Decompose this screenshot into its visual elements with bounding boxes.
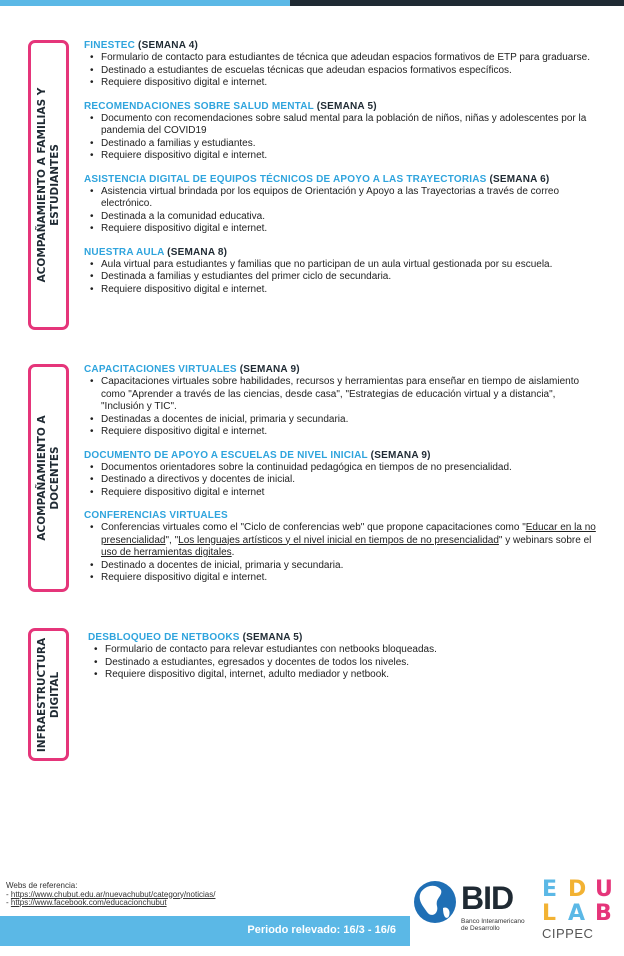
bullet-item: • Aula virtual para estudiantes y familias que no participan de un aula virtual gestionada por su escuela. bbox=[84, 259, 600, 272]
bullet-item: • Destinadas a docentes de inicial, primaria y secundaria. bbox=[84, 414, 600, 427]
link-educar[interactable]: Educar en la no presencialidad bbox=[101, 522, 596, 546]
section-label-line: ACOMPAÑAMIENTO A FAMILIAS Y bbox=[35, 87, 48, 283]
references: Webs de referencia: - https://www.chubut.edu.ar/nuevachubut/category/noticias/ - https://www.facebook.com/educacionchubut bbox=[6, 881, 216, 907]
bullet-item: • Requiere dispositivo digital e internet. bbox=[84, 284, 600, 297]
section-label-families bbox=[28, 40, 69, 330]
program-week: (SEMANA 9) bbox=[239, 364, 300, 375]
link-herramientas[interactable]: uso de herramientas digitales bbox=[101, 547, 232, 558]
bullet-item: • Destinado a estudiantes de escuelas técnicas que adeudan espacios formativos específicos. bbox=[84, 65, 600, 78]
program-item bbox=[84, 510, 600, 585]
top-color-bar bbox=[0, 0, 624, 6]
program-item bbox=[84, 247, 600, 297]
program-title: RECOMENDACIONES SOBRE SALUD MENTAL bbox=[84, 100, 314, 112]
edulab-letter: B bbox=[595, 901, 612, 926]
bullet-item: • Requiere dispositivo digital e internet. bbox=[84, 572, 600, 585]
program-title: ASISTENCIA DIGITAL DE EQUIPOS TÉCNICOS DE APOYO A LAS TRAYECTORIAS bbox=[84, 173, 487, 185]
program-title: CONFERENCIAS VIRTUALES bbox=[84, 510, 228, 521]
bullet-item: • Documento con recomendaciones sobre salud mental para la población de niños, niñas y adolescentes por la pandemia del COVID19 bbox=[84, 113, 600, 138]
section-label-line: INFRAESTRUCTURA bbox=[35, 637, 48, 752]
program-title: CAPACITACIONES VIRTUALES bbox=[84, 364, 237, 375]
top-bar-dark-segment bbox=[290, 0, 624, 6]
footer-period-bar bbox=[0, 916, 410, 946]
section-content-teachers bbox=[84, 364, 600, 596]
edulab-letter: D bbox=[568, 877, 587, 902]
edulab-letter: A bbox=[568, 901, 586, 926]
period-text: Periodo relevado: 16/3 - 16/6 bbox=[247, 924, 396, 936]
top-bar-blue-segment bbox=[0, 0, 290, 6]
section-label-line: DOCENTES bbox=[48, 446, 61, 510]
program-item bbox=[84, 450, 600, 500]
section-label-teachers bbox=[28, 364, 69, 592]
section-label-line: ACOMPAÑAMIENTO A bbox=[35, 415, 48, 541]
program-title: NUESTRA AULA bbox=[84, 246, 165, 258]
edulab-letter: U bbox=[595, 877, 613, 902]
bullet-item: • Destinado a directivos y docentes de inicial. bbox=[84, 474, 600, 487]
link-lenguajes[interactable]: Los lenguajes artísticos y el nivel inicial en tiempos de no presencialidad bbox=[178, 534, 499, 546]
bullet-item: • Asistencia virtual brindada por los equipos de Orientación y Apoyo a las Trayectorias a través de correo electrónico. bbox=[84, 186, 600, 211]
section-label-line: DIGITAL bbox=[48, 671, 61, 718]
reference-link[interactable]: https://www.facebook.com/educacionchubut bbox=[10, 898, 167, 907]
edulab-letter: E bbox=[542, 877, 558, 902]
bullet-item: • Destinado a docentes de inicial, primaria y secundaria. bbox=[84, 560, 600, 573]
program-title: DESBLOQUEO DE NETBOOKS bbox=[88, 632, 240, 643]
bullet-item: • Requiere dispositivo digital e internet. bbox=[84, 150, 600, 163]
cippec-logo-text: CIPPEC bbox=[542, 926, 594, 941]
references-heading: Webs de referencia: bbox=[6, 881, 78, 890]
bullet-item: • Requiere dispositivo digital e internet bbox=[84, 487, 600, 500]
bullet-item: • Destinada a la comunidad educativa. bbox=[84, 211, 600, 224]
bullet-item: • Destinada a familias y estudiantes del primer ciclo de secundaria. bbox=[84, 271, 600, 284]
bullet-item: • Formulario de contacto para estudiantes de técnica que adeudan espacios formativos de ETP para graduarse. bbox=[84, 52, 600, 65]
program-item bbox=[84, 101, 600, 163]
program-week: (SEMANA 4) bbox=[138, 40, 199, 51]
section-content-infrastructure bbox=[88, 632, 604, 693]
program-title: DOCUMENTO DE APOYO A ESCUELAS DE NIVEL INICIAL bbox=[84, 449, 368, 461]
section-content-families bbox=[84, 40, 600, 307]
section-label-infrastructure bbox=[28, 628, 69, 761]
program-week: (SEMANA 6) bbox=[489, 173, 550, 185]
edulab-letter: L bbox=[542, 901, 557, 926]
program-item bbox=[84, 364, 600, 439]
bullet-item: • Destinado a estudiantes, egresados y docentes de todos los niveles. bbox=[88, 657, 604, 670]
bullet-item: • Requiere dispositivo digital, internet, adulto mediador y netbook. bbox=[88, 669, 604, 682]
bullet-item: • Requiere dispositivo digital e internet. bbox=[84, 426, 600, 439]
program-item bbox=[84, 174, 600, 236]
bullet-item: • Destinado a familias y estudiantes. bbox=[84, 138, 600, 151]
bullet-item: • Formulario de contacto para relevar estudiantes con netbooks bloqueadas. bbox=[88, 644, 604, 657]
program-item bbox=[88, 632, 604, 682]
program-week: (SEMANA 5) bbox=[242, 632, 303, 643]
section-label-line: ESTUDIANTES bbox=[48, 144, 61, 226]
bid-logo-text: BID bbox=[461, 880, 514, 916]
program-title: FINESTEC bbox=[84, 40, 136, 51]
bid-logo-subtitle: Banco Interamericano de Desarrollo bbox=[461, 918, 525, 932]
bullet-item: • Conferencias virtuales como el "Ciclo de conferencias web" que propone capacitaciones como "Educar en la no presencialidad", "Los lenguajes artísticos y el nivel inicial en tiempos de no presencialidad" y webinars sobre el uso de herramientas digitales. bbox=[84, 522, 600, 560]
bullet-item: • Requiere dispositivo digital e internet. bbox=[84, 223, 600, 236]
program-week: (SEMANA 8) bbox=[167, 246, 228, 258]
program-item bbox=[84, 40, 600, 90]
program-week: (SEMANA 5) bbox=[316, 100, 377, 112]
bullet-item: • Documentos orientadores sobre la continuidad pedagógica en tiempos de no presencialidad. bbox=[84, 462, 600, 475]
bullet-item: • Capacitaciones virtuales sobre habilidades, recursos y herramientas para enseñar en tiempo de aislamiento como "Aprender a través de las ciencias, desde casa", "Estrategias de educación virtual y a distancia", "Inclusión y TIC". bbox=[84, 376, 600, 414]
program-week: (SEMANA 9) bbox=[370, 449, 431, 461]
reference-link[interactable]: https://www.chubut.edu.ar/nuevachubut/category/noticias/ bbox=[10, 889, 216, 899]
bullet-item: • Requiere dispositivo digital e internet. bbox=[84, 77, 600, 90]
